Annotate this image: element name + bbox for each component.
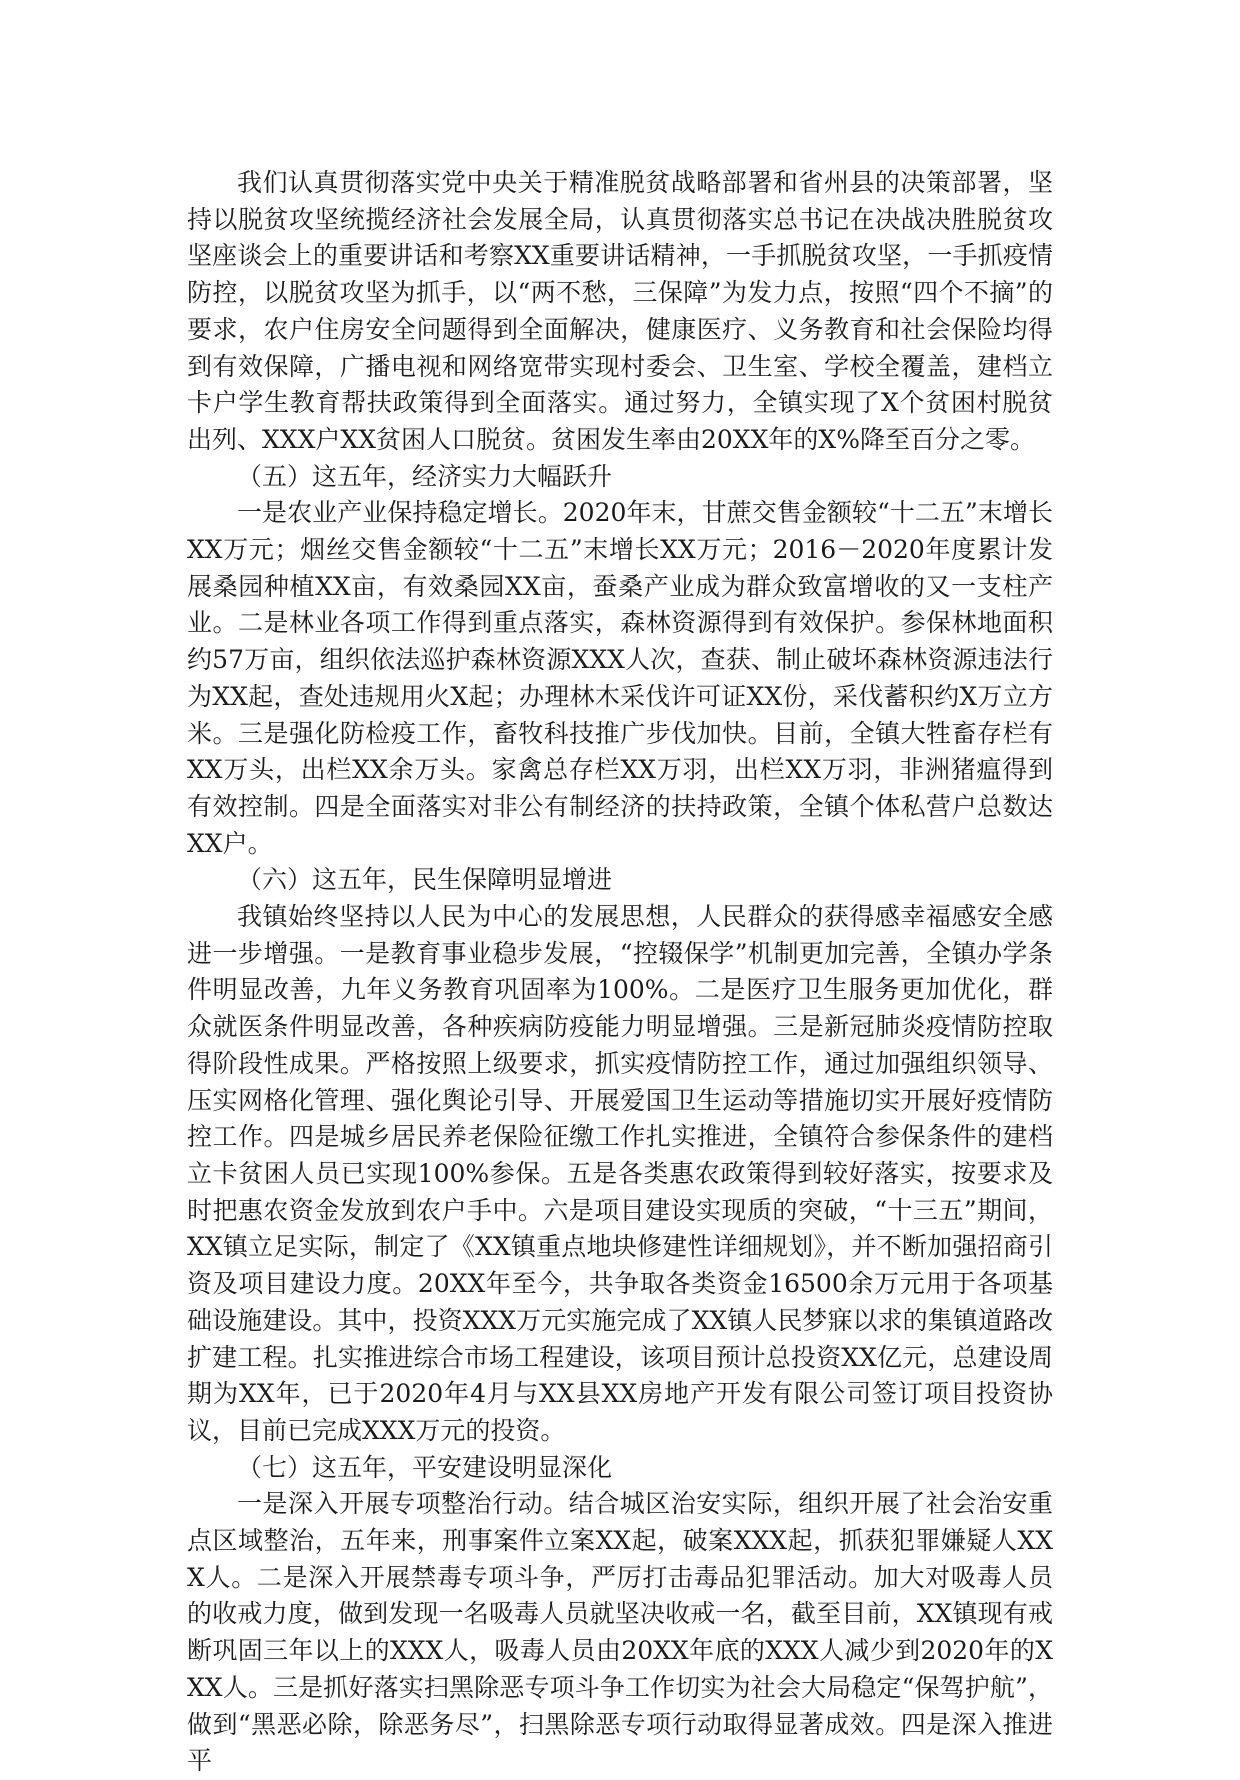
section-heading-livelihood: （六）这五年，民生保障明显增进 xyxy=(237,865,613,895)
section-heading-economy: （五）这五年，经济实力大幅跃升 xyxy=(237,461,613,491)
paragraph-poverty-alleviation: 我们认真贯彻落实党中央关于精准脱贫战略部署和省州县的决策部署，坚持以脱贫攻坚统揽经济社会发展全局，认真贯彻落实总书记在决战决胜脱贫攻坚座谈会上的重要讲话和考察XX重要讲话精神，一手抓脱贫攻坚，一手抓疫情防控，以脱贫攻坚为抓手，以“两不愁，三保障”为发力点，按照“四个不摘”的要求，农户住房安全问题得到全面解决，健康医疗、义务教育和社会保险均得到有效保障，广播电视和网络宽带实现村委会、卫生室、学校全覆盖，建档立卡户学生教育帮扶政策得到全面落实。通过努力，全镇实现了X个贫困村脱贫出列、XXX户XX贫困人口脱贫。贫困发生率由20XX年的X%降至百分之零。 xyxy=(187,168,1053,454)
paragraph-safety: 一是深入开展专项整治行动。结合城区治安实际，组织开展了社会治安重点区域整治，五年来，刑事案件立案XX起，破案XXX起，抓获犯罪嫌疑人XXX人。二是深入开展禁毒专项斗争，严厉打击毒品犯罪活动。加大对吸毒人员的收戒力度，做到发现一名吸毒人员就坚决收戒一名，截至目前，XX镇现有戒断巩固三年以上的XXX人，吸毒人员由20XX年底的XXX人减少到2020年的XXX人。三是抓好落实扫黑除恶专项斗争工作切实为社会大局稳定“保驾护航”，做到“黑恶必除，除恶务尽”，扫黑除恶专项行动取得显著成效。四是深入推进平 xyxy=(187,1489,1053,1776)
paragraph-economy: 一是农业产业保持稳定增长。2020年末，甘蔗交售金额较“十二五”末增长XX万元；烟丝交售金额较“十二五”末增长XX万元；2016－2020年度累计发展桑园种植XX亩，有效桑园XX亩，蚕桑产业成为群众致富增收的又一支柱产业。二是林业各项工作得到重点落实，森林资源得到有效保护。参保林地面积约57万亩，组织依法巡护森林资源XXX人次，查获、制止破坏森林资源违法行为XX起，查处违规用火X起；办理林木采伐许可证XX份，采伐蓄积约X万立方米。三是强化防检疫工作，畜牧科技推广步伐加快。目前，全镇大牲畜存栏有XX万头，出栏XX余万头。家禽总存栏XX万羽，出栏XX万羽，非洲猪瘟得到有效控制。四是全面落实对非公有制经济的扶持政策，全镇个体私营户总数达XX户。 xyxy=(187,498,1053,858)
section-heading-safety: （七）这五年，平安建设明显深化 xyxy=(237,1452,613,1482)
paragraph-livelihood: 我镇始终坚持以人民为中心的发展思想，人民群众的获得感幸福感安全感进一步增强。一是教育事业稳步发展，“控辍保学”机制更加完善，全镇办学条件明显改善，九年义务教育巩固率为100%。二是医疗卫生服务更加优化，群众就医条件明显改善，各种疾病防疫能力明显增强。三是新冠肺炎疫情防控取得阶段性成果。严格按照上级要求，抓实疫情防控工作，通过加强组织领导、压实网格化管理、强化舆论引导、开展爱国卫生运动等措施切实开展好疫情防控工作。四是城乡居民养老保险征缴工作扎实推进，全镇符合参保条件的建档立卡贫困人员已实现100%参保。五是各类惠农政策得到较好落实，按要求及时把惠农资金发放到农户手中。六是项目建设实现质的突破，“十三五”期间，XX镇立足实际，制定了《XX镇重点地块修建性详细规划》，并不断加强招商引资及项目建设力度。20XX年至今，共争取各类资金16500余万元用于各项基础设施建设。其中，投资XXX万元实施完成了XX镇人民梦寐以求的集镇道路改扩建工程。扎实推进综合市场工程建设，该项目预计总投资XX亿元，总建设周期为XX年，已于2020年4月与XX县XX房地产开发有限公司签订项目投资协议，目前已完成XXX万元的投资。 xyxy=(187,902,1053,1445)
document-body xyxy=(187,165,1053,1780)
